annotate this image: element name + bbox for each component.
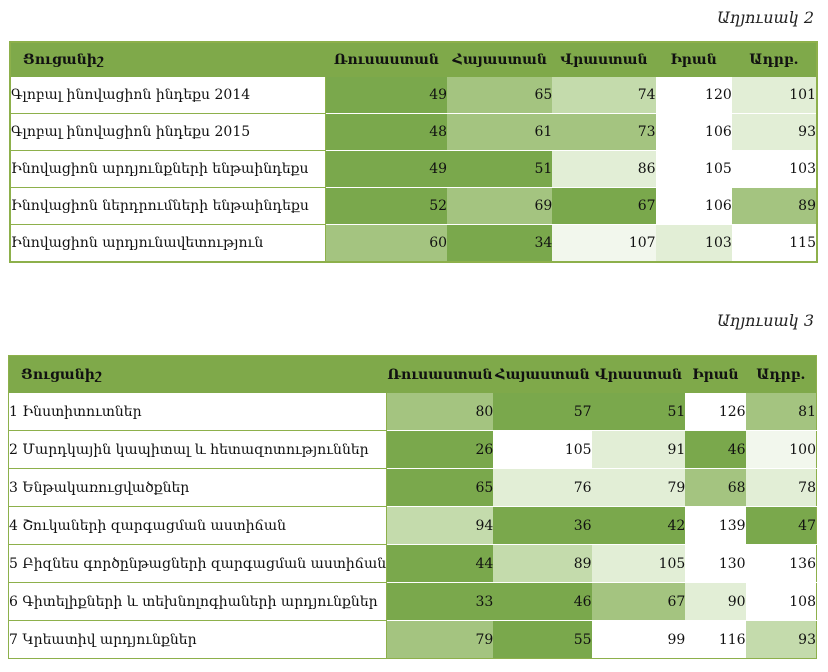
table2-header-armenia: Հայաստան [447,42,552,77]
table-cell: 86 [552,151,655,188]
table2-header-azerbaijan: Ադրբ. [732,42,817,77]
table-cell: 91 [592,431,686,469]
table-cell: 51 [592,393,686,431]
table-cell: 57 [493,393,591,431]
table2-header-iran: Իրան [656,42,732,77]
table-row [9,469,817,507]
table-cell: 34 [447,225,552,263]
table-cell: 108 [746,583,817,621]
table-cell: 47 [746,507,817,545]
row-label: Գլոբալ ինովացիոն ինդեքս 2015 [10,114,326,151]
table-cell: 26 [387,431,494,469]
table2-caption: Աղյուսակ 2 [717,8,814,27]
table-cell: 74 [552,77,655,114]
table-cell: 78 [746,469,817,507]
row-label: 7 Կրեատիվ արդյունքներ [9,621,387,659]
table-row [9,431,817,469]
table-cell: 49 [326,77,447,114]
table2 [9,41,818,263]
table-cell: 136 [746,545,817,583]
table-cell: 42 [592,507,686,545]
table3-header-azerbaijan: Ադրբ. [746,356,817,394]
table-cell: 76 [493,469,591,507]
table-cell: 46 [493,583,591,621]
table2-header-row [10,42,817,77]
table-cell: 93 [732,114,817,151]
table-cell: 49 [326,151,447,188]
table-cell: 126 [685,393,745,431]
table-cell: 130 [685,545,745,583]
table-row [9,507,817,545]
table-cell: 36 [493,507,591,545]
table-cell: 100 [746,431,817,469]
table-cell: 120 [656,77,732,114]
table-cell: 33 [387,583,494,621]
table3-header-row [9,356,817,394]
table-cell: 68 [685,469,745,507]
table-cell: 89 [493,545,591,583]
row-label: 6 Գիտելիքների և տեխնոլոգիաների արդյունքներ [9,583,387,621]
table-row [9,393,817,431]
table-cell: 94 [387,507,494,545]
table-cell: 52 [326,188,447,225]
table3-caption: Աղյուսակ 3 [717,311,814,330]
table-cell: 69 [447,188,552,225]
row-label: Ինովացիոն արդյունքների ենթաինդեքս [10,151,326,188]
table-row [9,621,817,659]
row-label: 4 Շուկաների զարգացման աստիճան [9,507,387,545]
row-label: Ինովացիոն ներդրումների ենթաինդեքս [10,188,326,225]
table-cell: 106 [656,188,732,225]
table-cell: 81 [746,393,817,431]
table-cell: 44 [387,545,494,583]
table-cell: 105 [592,545,686,583]
table-cell: 105 [656,151,732,188]
table3 [8,355,817,659]
table-cell: 89 [732,188,817,225]
table-cell: 115 [732,225,817,263]
table-cell: 103 [656,225,732,263]
row-label: 2 Մարդկային կապիտալ և հետազոտություններ [9,431,387,469]
table-cell: 80 [387,393,494,431]
table-cell: 67 [592,583,686,621]
table-cell: 51 [447,151,552,188]
table-row [9,583,817,621]
table-cell: 48 [326,114,447,151]
table-row [10,225,817,263]
table-row [10,77,817,114]
table2-header-russia: Ռուսաստան [326,42,447,77]
table-cell: 65 [447,77,552,114]
table-cell: 106 [656,114,732,151]
table-cell: 105 [493,431,591,469]
table-cell: 79 [387,621,494,659]
table-row [10,188,817,225]
table-cell: 61 [447,114,552,151]
table-cell: 90 [685,583,745,621]
table-cell: 60 [326,225,447,263]
table-cell: 107 [552,225,655,263]
table3-header-russia: Ռուսաստան [387,356,494,394]
table-cell: 65 [387,469,494,507]
table2-header-georgia: Վրաստան [552,42,655,77]
table-row [10,114,817,151]
table-cell: 103 [732,151,817,188]
table-cell: 79 [592,469,686,507]
table-cell: 139 [685,507,745,545]
row-label: Ինովացիոն արդյունավետություն [10,225,326,263]
row-label: Գլոբալ ինովացիոն ինդեքս 2014 [10,77,326,114]
table2-header-indicator: Ցուցանիշ [10,42,326,77]
table-cell: 101 [732,77,817,114]
table3-header-armenia: Հայաստան [493,356,591,394]
table-cell: 99 [592,621,686,659]
table3-header-georgia: Վրաստան [592,356,686,394]
table3-header-iran: Իրան [685,356,745,394]
table-row [10,151,817,188]
table-cell: 46 [685,431,745,469]
row-label: 3 Ենթակառուցվածքներ [9,469,387,507]
table-cell: 116 [685,621,745,659]
table-cell: 55 [493,621,591,659]
table-cell: 67 [552,188,655,225]
table-cell: 73 [552,114,655,151]
row-label: 1 Ինստիտուտներ [9,393,387,431]
row-label: 5 Բիզնես գործընթացների զարգացման աստիճան [9,545,387,583]
table-row [9,545,817,583]
table3-header-indicator: Ցուցանիշ [9,356,387,394]
table-cell: 93 [746,621,817,659]
